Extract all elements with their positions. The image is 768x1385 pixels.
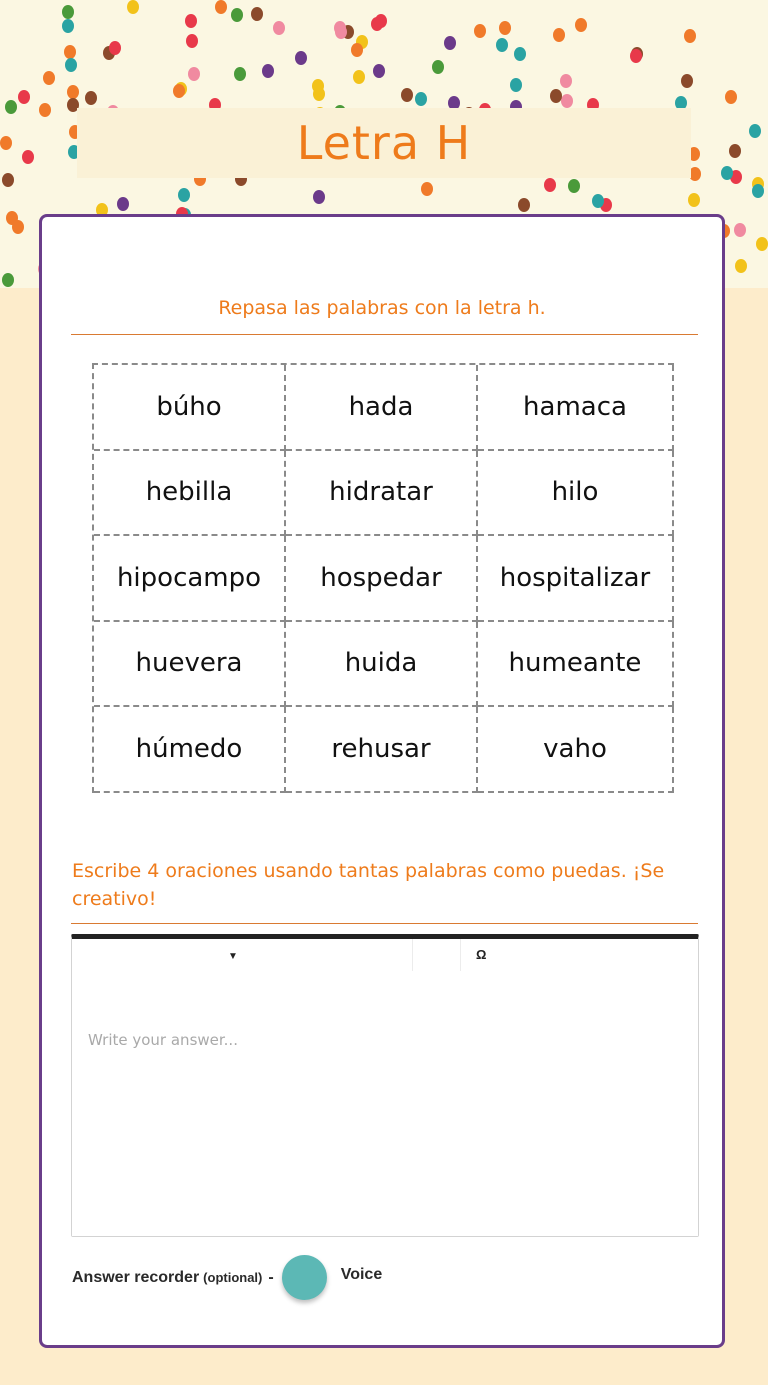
word-cell: rehusar [286, 707, 478, 793]
caret-down-icon[interactable]: ▼ [228, 951, 238, 962]
polka-dot [273, 21, 285, 35]
polka-dot [735, 259, 747, 273]
polka-dot [251, 7, 263, 21]
polka-dot [496, 38, 508, 52]
polka-dot [186, 34, 198, 48]
polka-dot [231, 8, 243, 22]
polka-dot [421, 182, 433, 196]
polka-dot [401, 88, 413, 102]
recorder-label: Answer recorder [72, 1268, 200, 1286]
word-cell: hamaca [478, 365, 674, 451]
word-cell: vaho [478, 707, 674, 793]
polka-dot [65, 58, 77, 72]
polka-dot [373, 64, 385, 78]
polka-dot [630, 49, 642, 63]
polka-dot [725, 90, 737, 104]
rich-text-editor [71, 934, 699, 1237]
polka-dot [188, 67, 200, 81]
word-cell: hidratar [286, 451, 478, 537]
polka-dot [560, 74, 572, 88]
special-character-button[interactable]: Ω [476, 947, 487, 962]
polka-dot [22, 150, 34, 164]
polka-dot [215, 0, 227, 14]
word-grid [92, 363, 674, 793]
polka-dot [262, 64, 274, 78]
polka-dot [510, 78, 522, 92]
word-cell: hebilla [94, 451, 286, 537]
record-voice-button[interactable] [282, 1255, 327, 1300]
polka-dot [474, 24, 486, 38]
polka-dot [444, 36, 456, 50]
polka-dot [752, 184, 764, 198]
polka-dot [550, 89, 562, 103]
polka-dot [62, 5, 74, 19]
polka-dot [721, 166, 733, 180]
answer-input[interactable] [72, 1015, 698, 1236]
voice-label: Voice [340, 1265, 383, 1283]
polka-dot [313, 87, 325, 101]
polka-dot [568, 179, 580, 193]
polka-dot [295, 51, 307, 65]
polka-dot [415, 92, 427, 106]
polka-dot [553, 28, 565, 42]
worksheet-card [39, 214, 725, 1348]
polka-dot [2, 273, 14, 287]
polka-dot [117, 197, 129, 211]
polka-dot [178, 188, 190, 202]
polka-dot [43, 71, 55, 85]
instruction-trace-words: Repasa las palabras con la letra h. [218, 297, 546, 319]
polka-dot [518, 198, 530, 212]
polka-dot [575, 18, 587, 32]
word-cell: húmedo [94, 707, 286, 793]
polka-dot [592, 194, 604, 208]
polka-dot [371, 17, 383, 31]
instruction-write-sentences: Escribe 4 oraciones usando tantas palabras como puedas. ¡Se creativo! [72, 860, 665, 910]
polka-dot [681, 74, 693, 88]
editor-toolbar [72, 939, 698, 1017]
polka-dot [734, 223, 746, 237]
polka-dot [67, 85, 79, 99]
page-title: Letra H [296, 116, 472, 170]
word-cell: hada [286, 365, 478, 451]
polka-dot [62, 19, 74, 33]
polka-dot [0, 136, 12, 150]
title-banner [77, 108, 691, 178]
divider [71, 923, 698, 924]
word-cell: hospedar [286, 536, 478, 622]
polka-dot [514, 47, 526, 61]
word-cell: huevera [94, 622, 286, 708]
polka-dot [12, 220, 24, 234]
polka-dot [334, 21, 346, 35]
recorder-dash: - [268, 1268, 274, 1286]
polka-dot [173, 84, 185, 98]
polka-dot [5, 100, 17, 114]
toolbar-separator [412, 939, 413, 971]
polka-dot [234, 67, 246, 81]
polka-dot [688, 193, 700, 207]
polka-dot [39, 103, 51, 117]
polka-dot [2, 173, 14, 187]
polka-dot [684, 29, 696, 43]
polka-dot [353, 70, 365, 84]
polka-dot [756, 237, 768, 251]
polka-dot [64, 45, 76, 59]
toolbar-separator [460, 939, 461, 971]
polka-dot [109, 41, 121, 55]
polka-dot [185, 14, 197, 28]
word-cell: hilo [478, 451, 674, 537]
divider [71, 334, 698, 335]
polka-dot [351, 43, 363, 57]
polka-dot [432, 60, 444, 74]
word-cell: humeante [478, 622, 674, 708]
polka-dot [544, 178, 556, 192]
polka-dot [561, 94, 573, 108]
polka-dot [313, 190, 325, 204]
polka-dot [18, 90, 30, 104]
recorder-optional-label: (optional) [203, 1270, 263, 1285]
word-cell: huida [286, 622, 478, 708]
polka-dot [85, 91, 97, 105]
polka-dot [749, 124, 761, 138]
polka-dot [729, 144, 741, 158]
polka-dot [499, 21, 511, 35]
word-cell: búho [94, 365, 286, 451]
polka-dot [127, 0, 139, 14]
word-cell: hipocampo [94, 536, 286, 622]
word-cell: hospitalizar [478, 536, 674, 622]
answer-recorder [72, 1255, 382, 1300]
